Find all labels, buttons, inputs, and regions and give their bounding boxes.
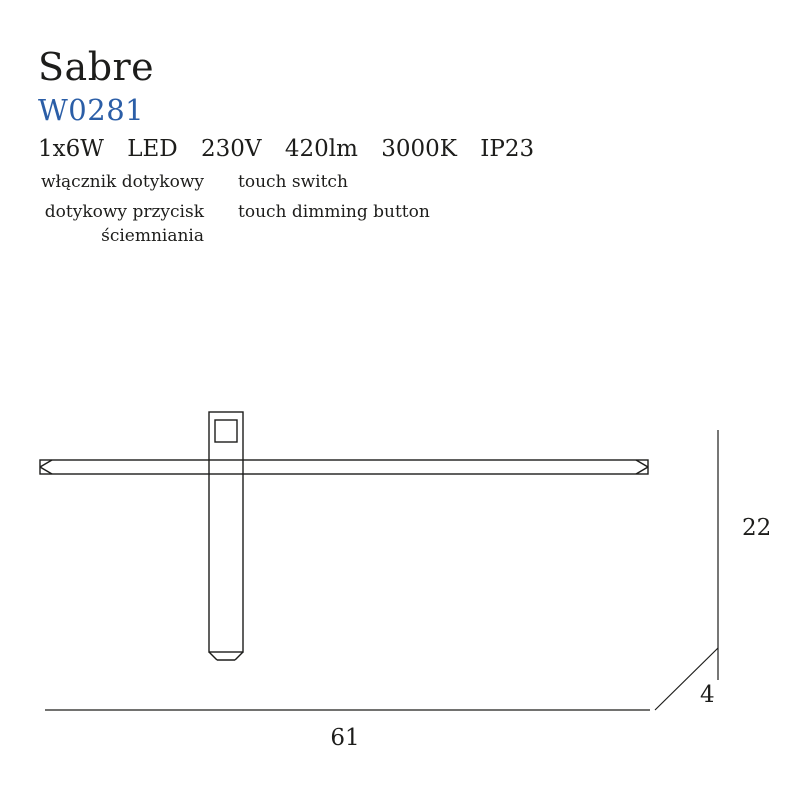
spec-temperature: 3000K — [381, 136, 457, 162]
feature-label-en-touch-switch: touch switch — [238, 172, 348, 192]
light-bar — [40, 460, 648, 474]
touch-switch-button — [215, 420, 237, 442]
product-code: W0281 — [38, 93, 145, 127]
feature-label-pl-touch-dimming: dotykowy przycisk ściemniania — [44, 202, 204, 246]
technical-drawing — [0, 380, 800, 780]
dimension-depth-label: 4 — [700, 682, 715, 708]
spec-voltage: 230V — [201, 136, 262, 162]
mounting-arm — [209, 412, 243, 652]
luminaire-outline — [40, 412, 648, 660]
spec-ip-rating: IP23 — [480, 136, 535, 162]
dimension-height-label: 22 — [742, 515, 772, 541]
spec-source: LED — [127, 136, 178, 162]
feature-label-pl-touch-switch: włącznik dotykowy — [40, 172, 204, 192]
spec-power: 1x6W — [38, 136, 104, 162]
feature-row-touch-switch — [38, 170, 758, 194]
feature-row-touch-dimming — [38, 200, 758, 248]
spec-line — [38, 134, 758, 164]
feature-label-en-touch-dimming: touch dimming button — [238, 202, 430, 222]
dimension-width-label: 61 — [330, 725, 360, 751]
spec-lumens: 420lm — [284, 136, 358, 162]
product-header — [38, 44, 758, 248]
page-title: Sabre — [38, 45, 155, 89]
